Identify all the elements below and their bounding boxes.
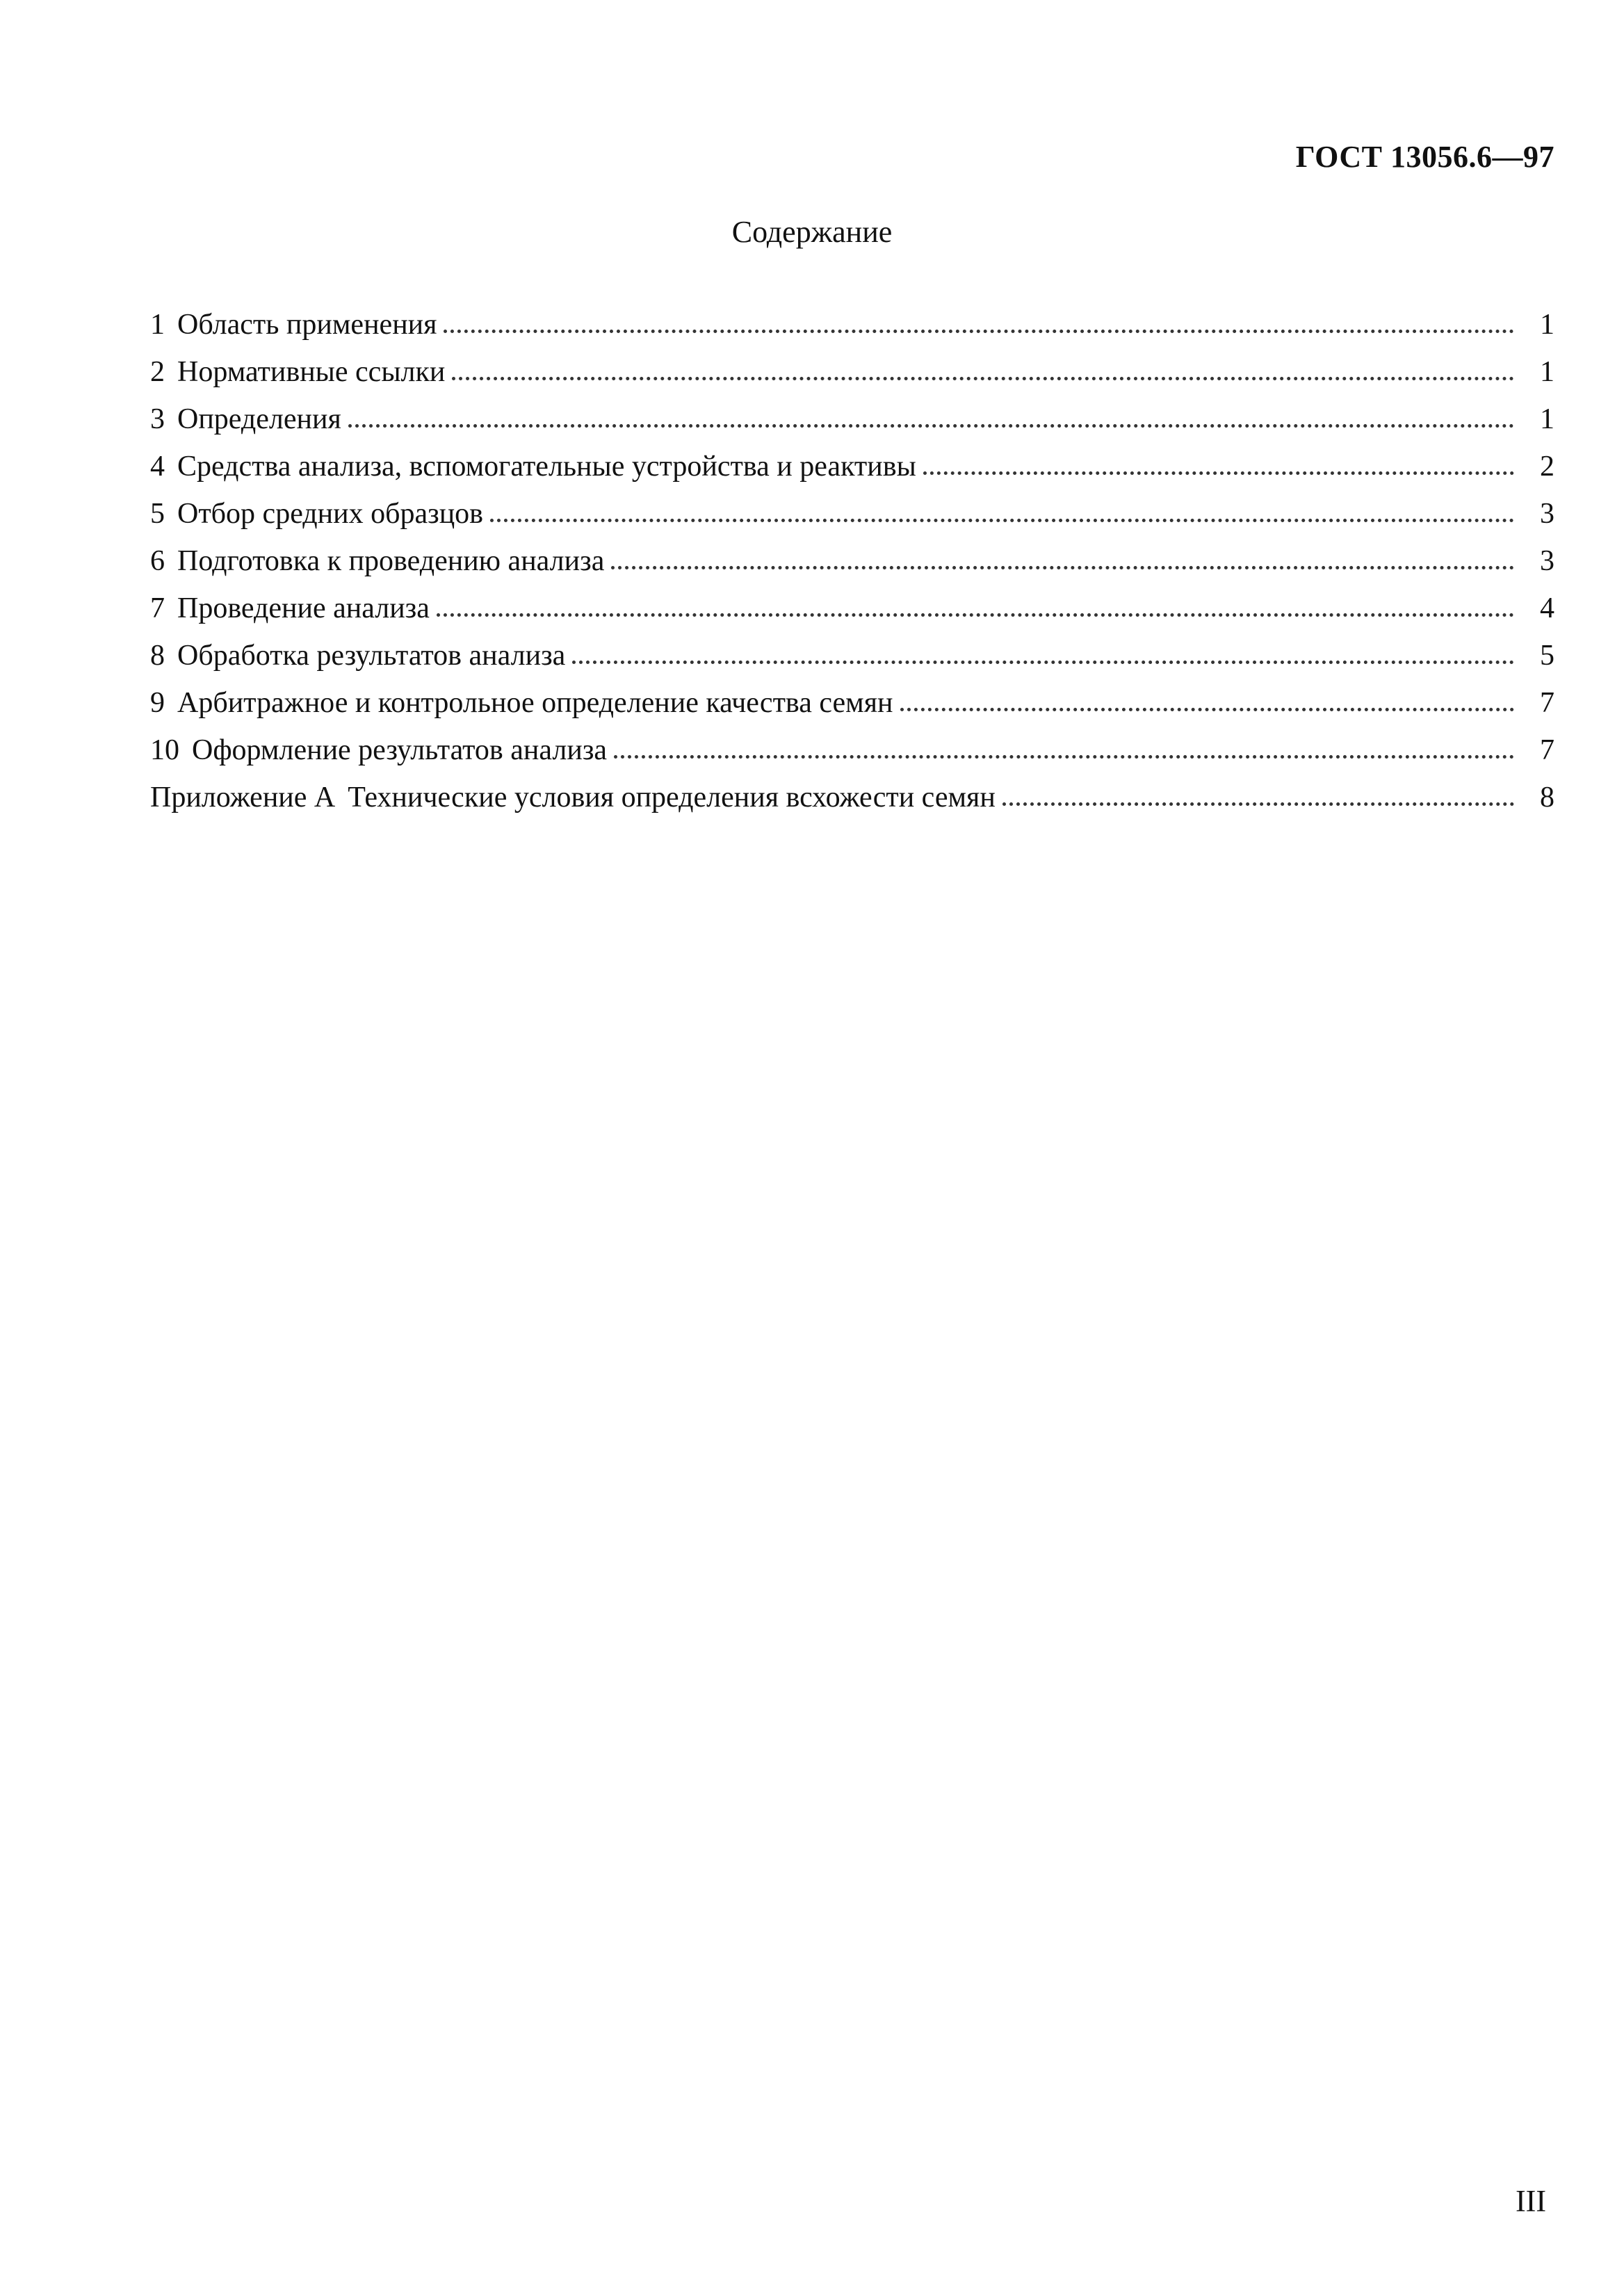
toc-entry-number: 5 <box>150 498 165 530</box>
toc-entry-label: Проведение анализа <box>177 592 430 624</box>
toc-entry <box>150 434 1554 481</box>
toc-entry-page: 5 <box>1540 640 1554 672</box>
toc-entry <box>150 528 1554 576</box>
dot-leader <box>900 708 1514 711</box>
toc-entry-label: Технические условия определения всхожести семян <box>348 782 996 813</box>
toc-entry <box>150 339 1554 387</box>
toc-entry-number: 6 <box>150 545 165 577</box>
toc-entry-page: 1 <box>1540 309 1554 341</box>
dot-leader <box>611 566 1514 569</box>
toc-entry-number: 4 <box>150 451 165 483</box>
toc-entry-number: Приложение А <box>150 782 336 813</box>
toc-entry-label: Нормативные ссылки <box>177 356 446 388</box>
dot-leader <box>437 613 1514 617</box>
toc-title: Содержание <box>731 215 893 249</box>
toc-entry-page: 4 <box>1540 592 1554 624</box>
toc-entry <box>150 481 1554 528</box>
toc-entry-label: Обработка результатов анализа <box>177 640 566 672</box>
toc-entry-number: 10 <box>150 734 179 766</box>
toc-entry-page: 1 <box>1540 356 1554 388</box>
document-code: ГОСТ 13056.6—97 <box>1295 140 1554 174</box>
toc-entry-number: 9 <box>150 687 165 719</box>
toc-entry-number: 7 <box>150 592 165 624</box>
toc-entry-page: 2 <box>1540 451 1554 483</box>
dot-leader <box>614 755 1514 759</box>
dot-leader <box>1002 802 1514 806</box>
toc-entry <box>150 387 1554 434</box>
toc-entry-page: 1 <box>1540 403 1554 435</box>
toc-entry-page: 3 <box>1540 498 1554 530</box>
toc-entry-label: Средства анализа, вспомогательные устройства и реактивы <box>177 451 916 483</box>
toc-entry <box>150 623 1554 670</box>
toc-entry-page: 7 <box>1540 687 1554 719</box>
toc-entry-label: Область применения <box>177 309 437 341</box>
dot-leader <box>923 471 1514 475</box>
toc-entry-page: 3 <box>1540 545 1554 577</box>
dot-leader <box>452 377 1514 380</box>
toc-entry-label: Отбор средних образцов <box>177 498 484 530</box>
toc-entry-number: 8 <box>150 640 165 672</box>
toc-entry <box>150 576 1554 623</box>
toc-entry-number: 2 <box>150 356 165 388</box>
dot-leader <box>490 519 1514 522</box>
toc-entry <box>150 670 1554 718</box>
toc-entry-number: 3 <box>150 403 165 435</box>
toc-entry-label: Арбитражное и контрольное определение качества семян <box>177 687 893 719</box>
page-number: III <box>1516 2184 1546 2218</box>
toc-entry <box>150 292 1554 339</box>
toc-entry-label: Оформление результатов анализа <box>192 734 608 766</box>
dot-leader <box>444 330 1514 333</box>
toc-entry-label: Подготовка к проведению анализа <box>177 545 605 577</box>
toc-entry-label: Определения <box>177 403 341 435</box>
toc-entry <box>150 718 1554 765</box>
toc-entry-page: 7 <box>1540 734 1554 766</box>
dot-leader <box>572 661 1514 664</box>
toc-entry-page: 8 <box>1540 782 1554 813</box>
toc-entry-appendix <box>150 765 1554 812</box>
toc-entry-number: 1 <box>150 309 165 341</box>
table-of-contents <box>150 292 1554 812</box>
dot-leader <box>348 424 1514 428</box>
